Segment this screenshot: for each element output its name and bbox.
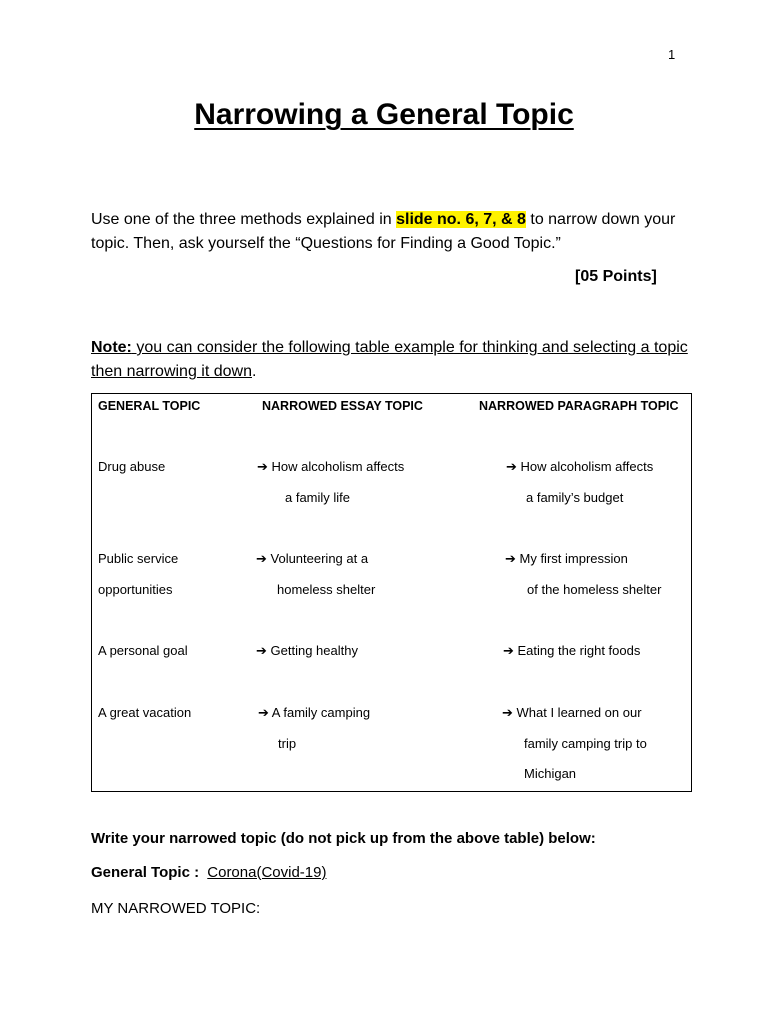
- write-topic-prompt: Write your narrowed topic (do not pick up from the above table) below:: [91, 830, 596, 847]
- instructions-text-start: Use one of the three methods explained in: [91, 211, 397, 228]
- table-cell-paragraph: ➔ How alcoholism affects: [506, 459, 654, 474]
- table-cell-essay: ➔ A family camping: [258, 705, 371, 720]
- table-cell-general: opportunities: [98, 582, 173, 597]
- general-topic-label: General Topic: [91, 864, 190, 881]
- general-topic-separator: :: [189, 864, 204, 881]
- note-text: you can consider the following table example for thinking and selecting a topic then narrowing it down: [91, 339, 688, 380]
- table-cell-essay: ➔ How alcoholism affects: [257, 459, 405, 474]
- table-cell-general: Drug abuse: [98, 459, 166, 474]
- table-cell-essay: ➔ Getting healthy: [256, 643, 358, 658]
- instructions-text-end: to narrow down your topic. Then, ask yourself the “Questions for Finding a Good Topic.”: [91, 211, 676, 252]
- note-paragraph: [91, 336, 691, 384]
- table-cell-paragraph: Michigan: [524, 766, 577, 781]
- table-cell-paragraph: family camping trip to: [524, 736, 647, 751]
- note-end: .: [251, 363, 257, 380]
- table-cell-paragraph: a family’s budget: [526, 490, 624, 505]
- points-label: [05 Points]: [575, 268, 657, 285]
- note-label: Note:: [91, 339, 132, 356]
- table-cell-general: Public service: [98, 551, 179, 566]
- instructions-paragraph: [91, 208, 691, 256]
- page-number: 1: [668, 47, 676, 62]
- table-cell-paragraph: ➔ What I learned on our: [502, 705, 642, 720]
- general-topic-value: Corona(Covid-19): [207, 864, 327, 881]
- table-cell-essay: homeless shelter: [277, 582, 376, 597]
- general-topic-row: [91, 864, 332, 881]
- page-title: Narrowing a General Topic: [194, 98, 574, 131]
- header-general-topic: GENERAL TOPIC: [98, 399, 201, 413]
- table-cell-paragraph: ➔ My first impression: [505, 551, 628, 566]
- table-cell-general: A personal goal: [98, 643, 188, 658]
- topic-example-table: [91, 393, 692, 792]
- table-cell-essay: ➔ Volunteering at a: [256, 551, 369, 566]
- table-cell-essay: trip: [278, 736, 297, 751]
- table-cell-general: A great vacation: [98, 705, 192, 720]
- my-narrowed-topic-label: MY NARROWED TOPIC:: [91, 900, 261, 917]
- table-cell-essay: a family life: [285, 490, 351, 505]
- slide-reference-highlight: slide no. 6, 7, & 8: [396, 211, 526, 228]
- table-cell-paragraph: ➔ Eating the right foods: [503, 643, 641, 658]
- table-cell-paragraph: of the homeless shelter: [527, 582, 662, 597]
- header-narrowed-essay-topic: NARROWED ESSAY TOPIC: [262, 399, 423, 413]
- header-narrowed-paragraph-topic: NARROWED PARAGRAPH TOPIC: [479, 399, 679, 413]
